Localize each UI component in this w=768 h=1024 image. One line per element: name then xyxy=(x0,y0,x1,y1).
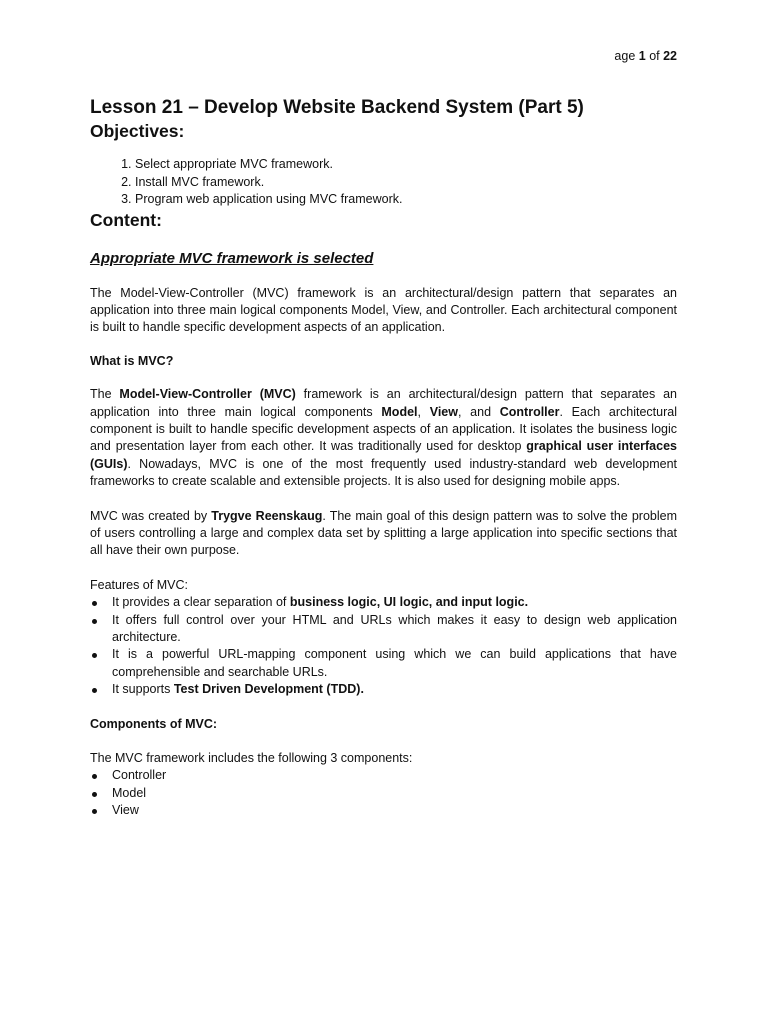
content-heading: Content: xyxy=(90,209,162,230)
objective-item: 1. Select appropriate MVC framework. xyxy=(135,156,677,174)
features-heading: Features of MVC: xyxy=(90,577,188,592)
objective-item: 2. Install MVC framework. xyxy=(135,174,677,192)
page-number-of: of xyxy=(645,49,664,63)
what-is-mvc-heading: What is MVC? xyxy=(90,353,174,368)
objectives-list xyxy=(90,156,677,209)
mvc-description-paragraph: The Model-View-Controller (MVC) framework is an architectural/design pattern that separates an application into three main logical components Model, View, and Controller. Each architectural component is built to handle specific development aspects of an application. It isolates the business logic and presentation layer from each other. It was traditionally used for desktop graphical user interfaces (GUIs). Nowadays, MVC is one of the most frequently used industry-standard web development frameworks to create scalable and extensible projects. It is also used for designing mobile apps. xyxy=(90,387,678,489)
feature-item: It supports Test Driven Development (TDD). xyxy=(112,681,677,698)
content-subheading: Appropriate MVC framework is selected xyxy=(90,249,374,267)
page-number-prefix: age xyxy=(614,49,639,63)
document-body xyxy=(90,96,677,820)
creator-paragraph: MVC was created by Trygve Reenskaug. The main goal of this design pattern was to solve the problem of users controlling a large and complex data set by splitting a large application into specific sections that all have their own purpose. xyxy=(90,508,678,558)
objectives-heading: Objectives: xyxy=(90,121,185,141)
objective-item: 3. Program web application using MVC framework. xyxy=(135,191,677,209)
feature-item: It offers full control over your HTML and URLs which makes it easy to design web application architecture. xyxy=(112,612,677,647)
features-list xyxy=(90,594,677,698)
page-number-current: 1 xyxy=(638,49,646,63)
feature-item: It is a powerful URL-mapping component using which we can build applications that have comprehensible and searchable URLs. xyxy=(112,646,677,681)
components-intro: The MVC framework includes the following 3 components: xyxy=(90,751,413,766)
component-item: Controller xyxy=(112,767,677,784)
intro-paragraph: The Model-View-Controller (MVC) framework is an architectural/design pattern that separates an application into three main logical components Model, View, and Controller. Each architectural component is built to handle specific development aspects of an application. xyxy=(90,285,677,335)
feature-item: It provides a clear separation of business logic, UI logic, and input logic. xyxy=(112,594,677,611)
components-heading: Components of MVC: xyxy=(90,716,218,731)
page-number xyxy=(614,48,677,64)
component-item: Model xyxy=(112,785,677,802)
document-title: Lesson 21 – Develop Website Backend System (Part 5) xyxy=(90,97,584,118)
component-item: View xyxy=(112,802,677,819)
page-number-total: 22 xyxy=(663,49,677,63)
components-list xyxy=(90,767,677,819)
